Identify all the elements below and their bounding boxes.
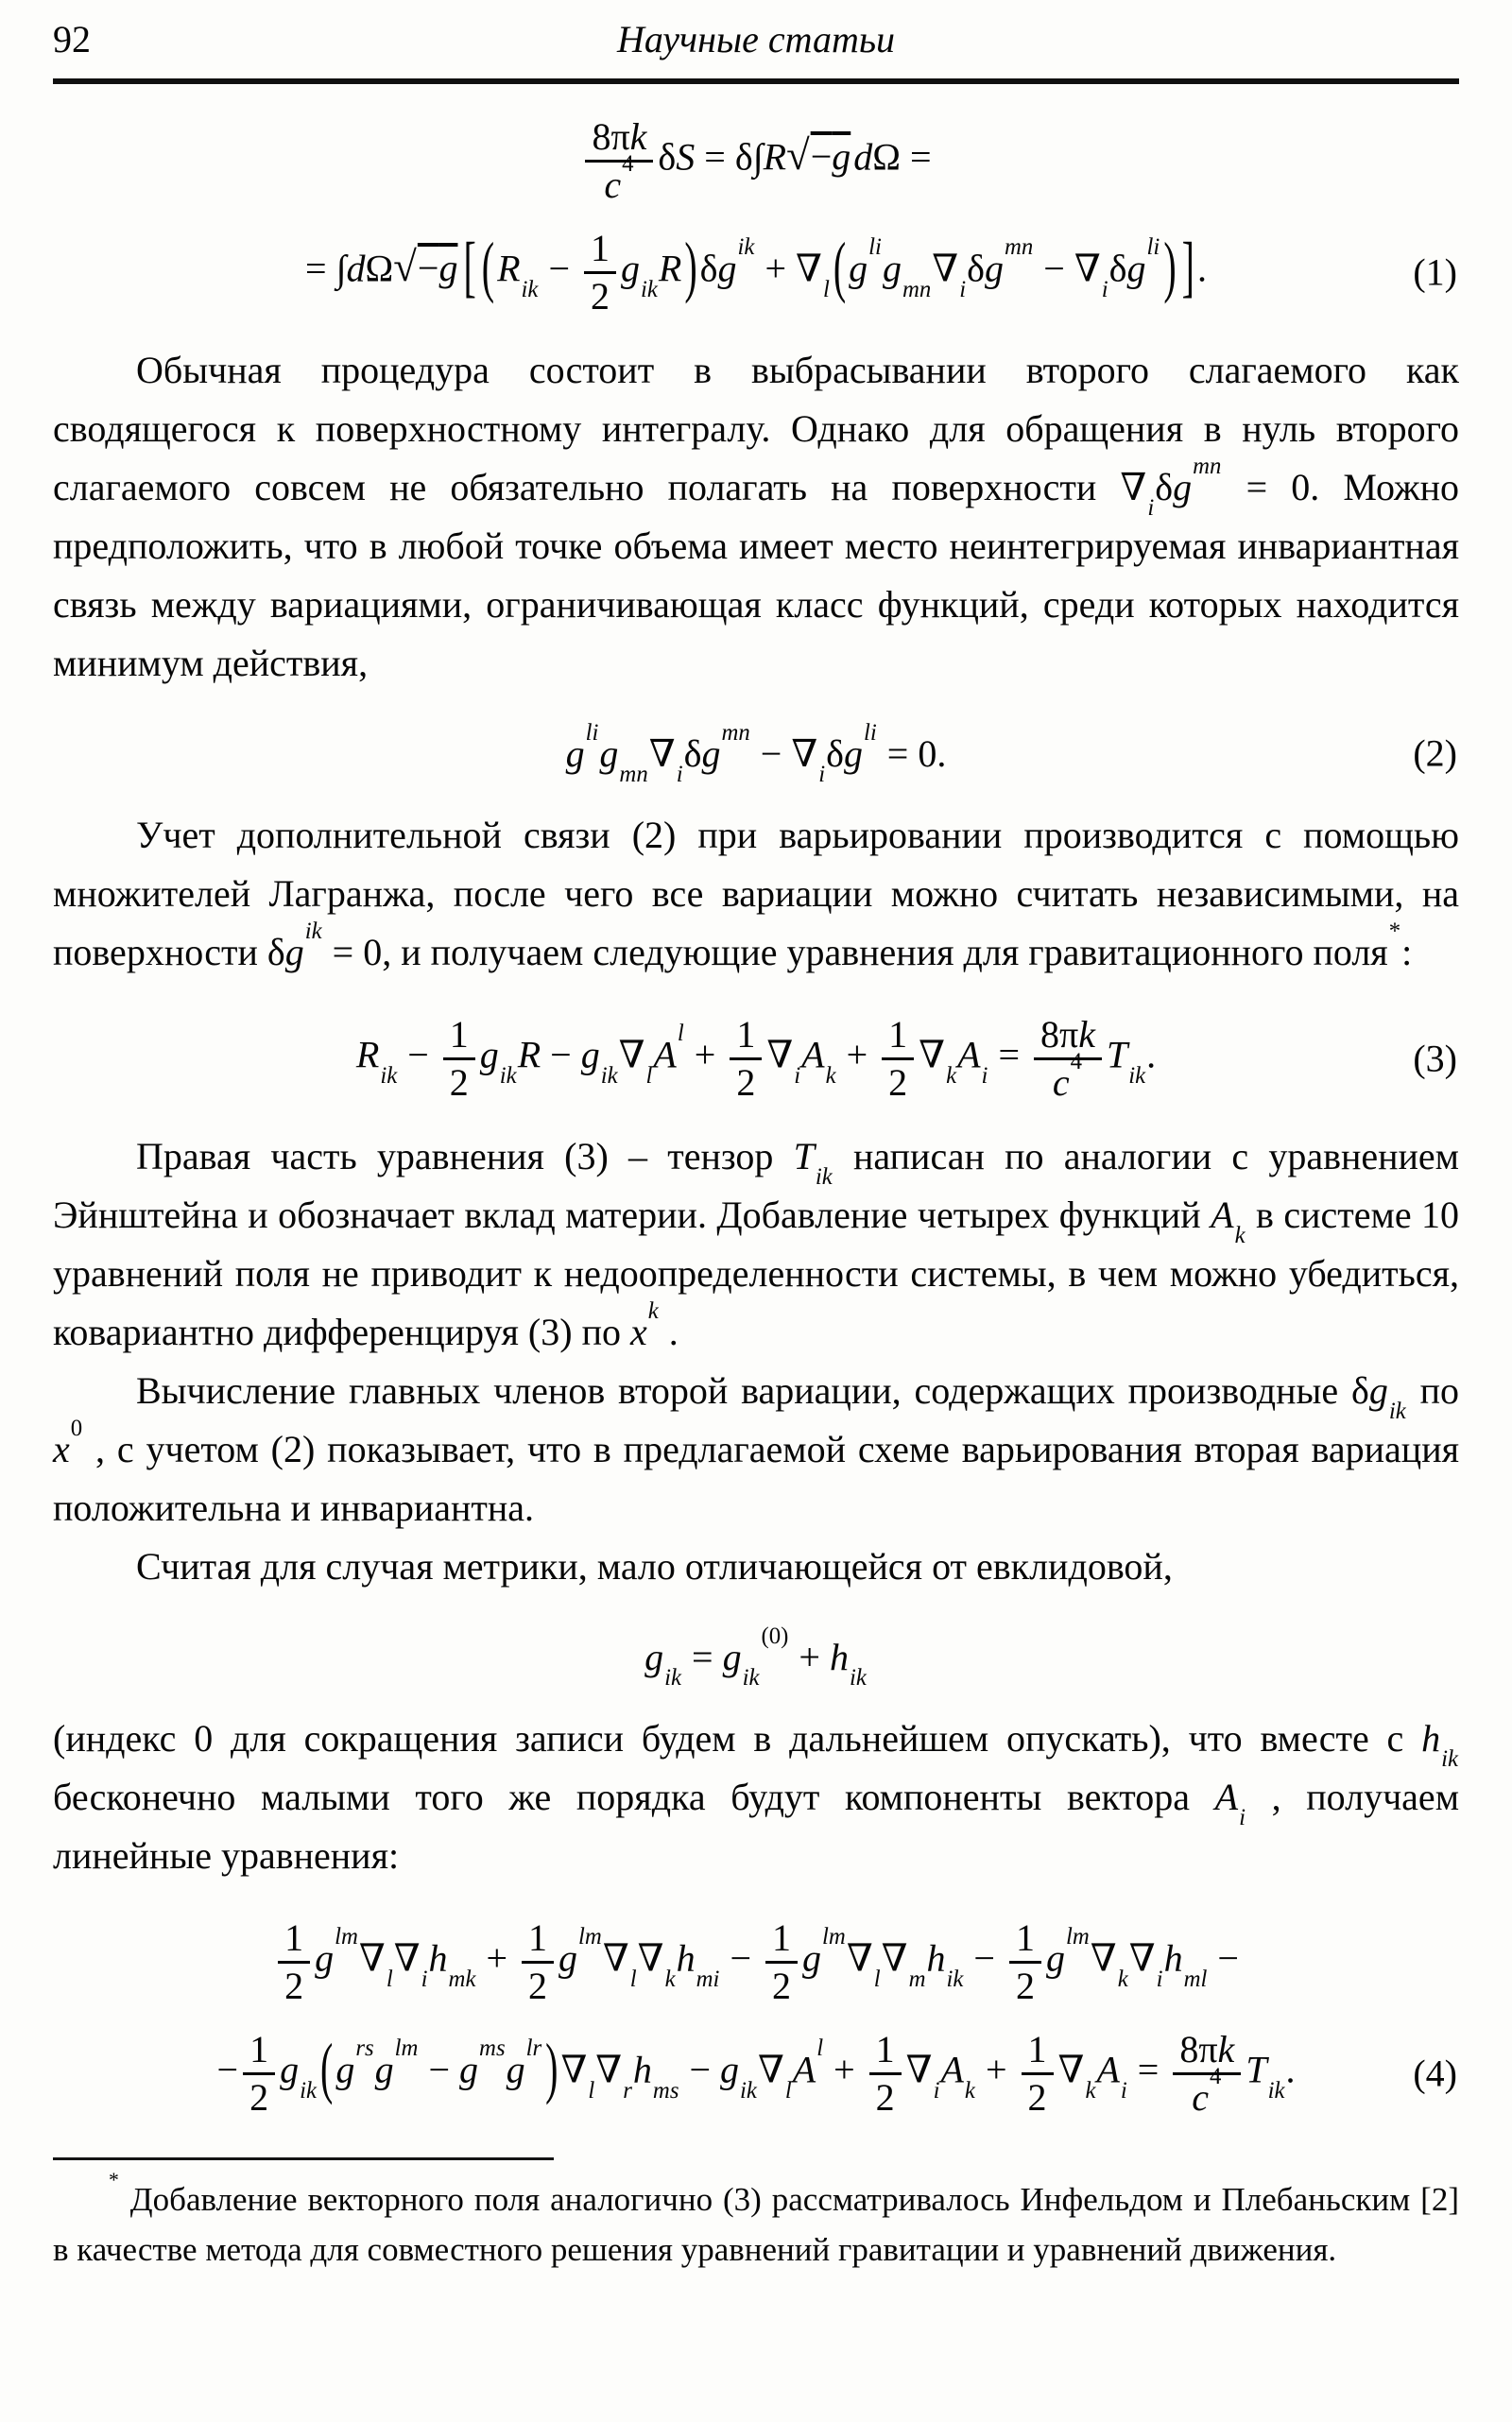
equation-metric-line-1 [53,1617,1459,1696]
equation-4 [53,1906,1459,2129]
equation-number: (4) [1413,2052,1457,2095]
equation-2-line-1 [53,713,1459,793]
page-header [53,17,1459,70]
equation-math: $\frac{1}{2}$ $g^{lm}\nabla_l\nabla_ih_{mk}$ + $\frac{1}{2}$ $g^{lm}\nabla_l\nabla_kh_{mi}$ − $\frac{1}{2}$ $g^{lm}\nabla_l\nabla_mh_{ik}$ − $\frac{1}{2}$ $g^{lm}\nabla_k\nabla_ih_{ml}$ − [273,1918,1239,2006]
paragraph-6: (индекс 0 для сокращения записи будем в дальнейшем опускать), что вместе с $h_{ik}$ бесконечно малыми того же порядка будут компоненты вектора $A_i$ , получаем линейные уравнения: [53,1717,1460,1877]
equation-3-line-1 [53,1003,1459,1114]
paragraph-4: Вычисление главных членов второй вариации, содержащих производные $\delta g_{ik}$ по $x^0$ , с учетом (2) показывает, что в предлагаемой схеме варьирования вторая вариация положительна и инвариантна. [53,1369,1459,1529]
equation-number: (1) [1413,250,1457,294]
footnote-rule [53,2157,554,2160]
page-number: 92 [53,18,91,60]
paragraph-1: Обычная процедура состоит в выбрасывании второго слагаемого как сводящегося к поверхностному интегралу. Однако для обращения в нуль второго слагаемого совсем не обязательно полагать на поверхности $\nabla_i\delta g^{mn} = 0$. Можно предположить, что в любой точке объема имеет место неинтегрируемая инвариантная связь между вариациями, ограничивающая класс функций, среди которых находится минимум действия, [53,349,1459,684]
paragraph-3: Правая часть уравнения (3) – тензор $T_{ik}$ написан по аналогии с уравнением Эйнштейна и обозначает вклад материи. Добавление четырех функций $A_k$ в системе 10 уравнений поля не приводит к недоопределенности системы, в чем можно убедиться, ковариантно дифференцируя (3) по $x^k$ . [53,1135,1460,1353]
footnote: * Добавление векторного поля аналогично (3) рассматривалось Инфельдом и Плебаньским [2] в качестве метода для совместного решения уравнений гравитации и уравнений движения. [53,2169,1459,2268]
equation-2 [53,713,1459,793]
running-title: Научные статьи [616,18,896,60]
equation-math: − $\frac{1}{2}$ $g_{ik}$ ($g^{rs}g^{lm} - g^{ms}g^{lr}$ )$\nabla_l\nabla_rh_{ms} - g_{ik}\nabla_lA^l$ + $\frac{1}{2}$ $\nabla_iA_k$ + $\frac{1}{2}$ $\nabla_kA_i$ = $\frac{8\pi k}{c^4}$ $T_{ik}$. [216,2027,1296,2119]
equation-4-line-1 [53,1906,1459,2018]
equation-math: $g^{li}g_{mn}\nabla_i\delta g^{mn} - \nabla_i\delta g^{li} = 0$. [565,719,947,787]
paragraph-2: Учет дополнительной связи (2) при варьировании производится с помощью множителей Лагранжа, после чего все вариации можно считать независимыми, на поверхности $\delta g^{ik} = 0$, и получаем следующие уравнения для гравитационного поля*: [53,814,1459,973]
equation-math: $\frac{8\pi k}{c^4}$ δS = δ∫R√−gdΩ = [580,117,931,205]
equation-4-line-2 [53,2018,1459,2129]
header-rule [53,78,1459,84]
equation-number: (3) [1413,1037,1457,1080]
equation-1-line-1 [53,105,1459,216]
equation-math: $R_{ik}$ − $\frac{1}{2}$ $g_{ik}R - g_{ik}\nabla_lA^l$ + $\frac{1}{2}$ $\nabla_iA_k$ + $\frac{1}{2}$ $\nabla_kA_i$ = $\frac{8\pi k}{c^4}$ $T_{ik}$. [355,1012,1157,1104]
equation-3 [53,1003,1459,1114]
equation-1 [53,105,1459,328]
equation-metric [53,1617,1459,1696]
equation-math: = ∫dΩ√−g [ ($R_{ik}$ − $\frac{1}{2}$ $g_{ik}R)\delta g^{ik} + \nabla_l$ ($g^{li}g_{mn}\nabla_i\delta g^{mn} - \nabla_i\delta g^{li}$ ) ]. [305,226,1207,318]
paragraph-5: Считая для случая метрики, мало отличающейся от евклидовой, [136,1545,1173,1588]
equation-math: $g_{ik} = g_{ik}^{(0)} + h_{ik}$ [644,1623,867,1691]
equation-1-line-2 [53,216,1459,328]
equation-number: (2) [1413,731,1457,775]
